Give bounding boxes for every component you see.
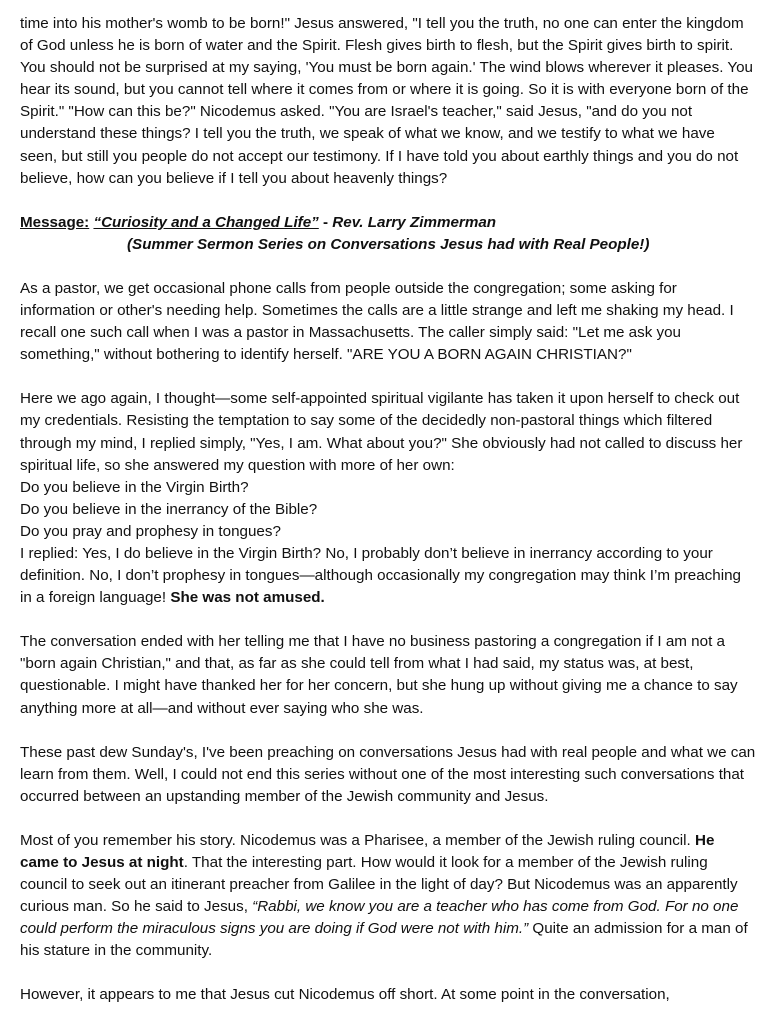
body-paragraph [20,830,756,963]
italic-quote: “Rabbi, we know you are a teacher who has come from God. For no one could perform the miraculous signs you are doing if God were not with him.” [20,898,739,938]
message-label: Message: [20,213,90,231]
body-paragraph: These past dew Sunday's, I've been preaching on conversations Jesus had with real people and what we can learn from them. Well, I could not end this series without one of the most interesting such conversations that occurred between an upstanding member of the Jewish community and Jesus. [20,743,756,805]
spacer [20,609,756,631]
reply-bold-text: She was not amused. [170,589,325,607]
text-run: Quite an admission for a man of his stature in the community. [20,920,748,960]
bold-text-run: He came to Jesus at night [20,831,715,871]
spacer [20,256,756,278]
scripture-paragraph: time into his mother's womb to be born!" Jesus answered, "I tell you the truth, no one can enter the kingdom of God unless he is born of water and the Spirit. Flesh gives birth to flesh, but the Spirit gives birth to spirit. You should not be surprised at my saying, 'You must be born again.' The wind blows wherever it pleases. You hear its sound, but you cannot tell where it comes from or where it is going. So it is with everyone born of the Spirit." "How can this be?" Nicodemus asked. "You are Israel's teacher," said Jesus, "and do you not understand these things? I tell you the truth, we speak of what we know, and we testify to what we have seen, but still you people do not accept our testimony. If I have told you about earthly things and you do not believe, how can you believe if I tell you about heavenly things? [20,15,754,187]
document-page [20,13,756,1007]
question-line: Do you believe in the inerrancy of the Bible? [20,500,318,518]
question-line: Do you pray and prophesy in tongues? [20,522,281,540]
spacer [20,962,756,984]
body-paragraph: The conversation ended with her telling me that I have no business pastoring a congregation if I am not a "born again Christian," and that, as far as she could tell from what I had said, my status was, at best, questionable. I might have thanked her for her concern, but she hung up without giving me a chance to say anything more at all—and without ever saying who she was. [20,633,738,717]
message-separator: - [318,213,333,231]
reply-text: I replied: Yes, I do believe in the Virgin Birth? No, I probably don’t believe in inerrancy according to your definition. No, I don’t prophesy in tongues—although occasionally my congregation may think I’m preaching in a foreign language! [20,544,741,607]
text-run: Most of you remember his story. Nicodemus was a Pharisee, a member of the Jewish ruling council. [20,831,695,849]
text-run: . That the interesting part. How would it look for a member of the Jewish ruling council to seek out an itinerant preacher from Galilee in the light of day? But Nicodemus was an apparently curious man. So he said to Jesus, [20,854,738,916]
message-author: Rev. Larry Zimmerman [332,213,497,231]
spacer [20,720,756,742]
message-heading [20,212,756,234]
spacer [20,366,756,388]
body-paragraph: However, it appears to me that Jesus cut Nicodemus off short. At some point in the conversation, [20,986,670,1004]
body-paragraph: Here we ago again, I thought—some self-appointed spiritual vigilante has taken it upon herself to check out my credentials. Resisting the temptation to say some of the decidedly non-pastoral things which filtered through my mind, I replied simply, "Yes, I am. What about you?" She obviously had not called to discuss her spiritual life, so she answered my question with more of her own: [20,390,743,474]
spacer [20,808,756,830]
reply-paragraph [20,543,756,609]
body-paragraph: As a pastor, we get occasional phone calls from people outside the congregation; some asking for information or other's needing help. Sometimes the calls are a little strange and left me shaking my head. I recall one such call when I was a pastor in Massachusetts. The caller simply said: "Let me ask you something," without bothering to identify herself. "ARE YOU A BORN AGAIN CHRISTIAN?" [20,279,734,364]
message-title: “Curiosity and a Changed Life” [93,213,319,231]
spacer [20,190,756,212]
series-subtitle: (Summer Sermon Series on Conversations Jesus had with Real People!) [127,235,650,253]
question-line: Do you believe in the Virgin Birth? [20,478,249,496]
